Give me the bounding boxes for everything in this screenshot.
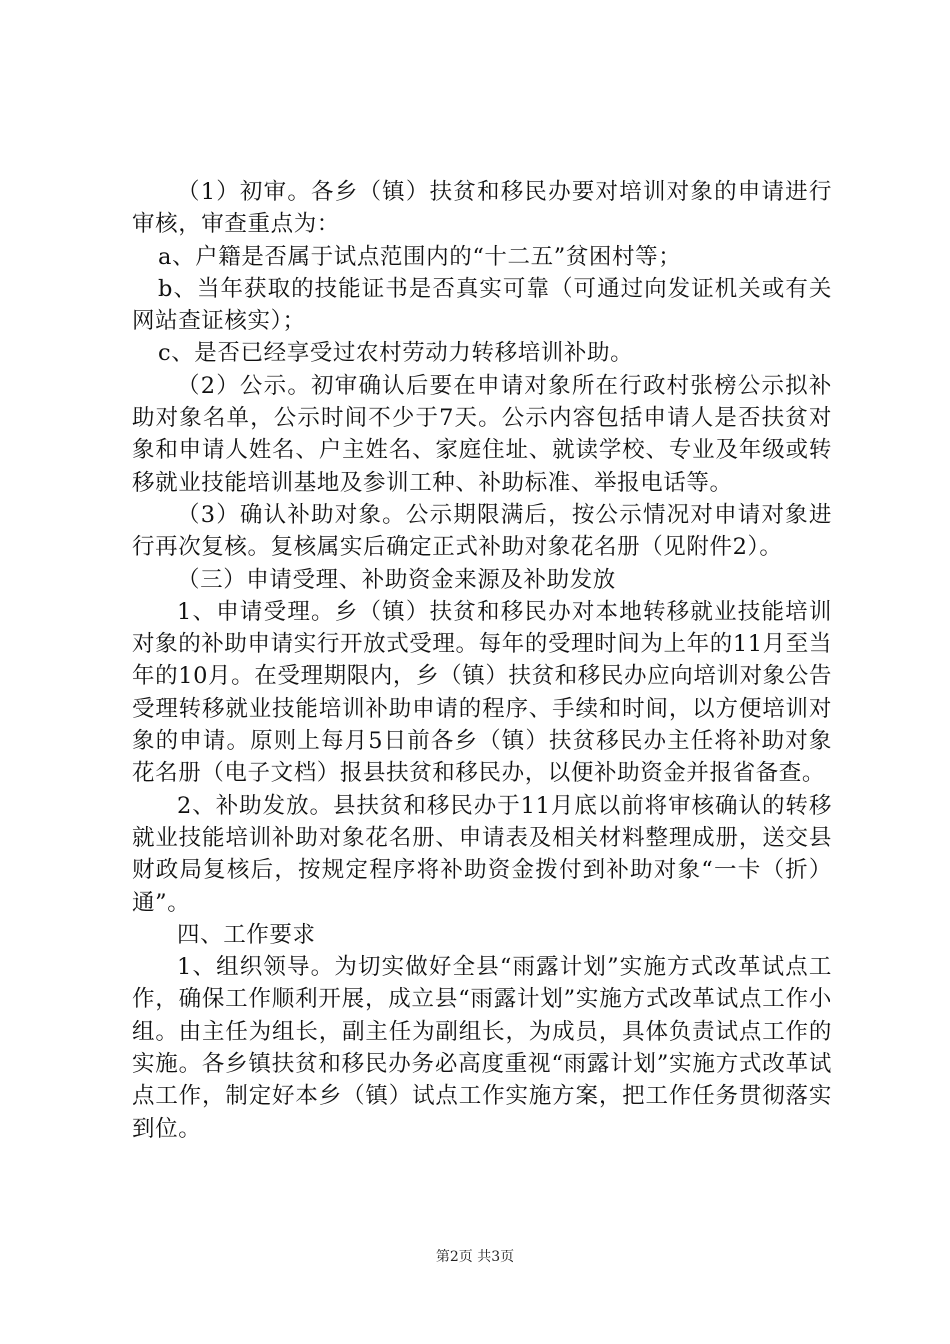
paragraph-item-b: b、当年获取的技能证书是否真实可靠（可通过向发证机关或有关网站查证核实）； <box>132 275 832 335</box>
paragraph-item-c: c、是否已经享受过农村劳动力转移培训补助。 <box>158 340 634 367</box>
paragraph-subsidy-distribution: 2、补助发放。县扶贫和移民办于11月底以前将审核确认的转移就业技能培训补助对象花名册、申请表及相关材料整理成册，送交县财政局复核后，按规定程序将补助资金拨付到补助对象“一卡（折）通”。 <box>132 792 832 916</box>
paragraph-item-a: a、户籍是否属于试点范围内的“十二五”贫困村等； <box>158 243 682 270</box>
section-heading-application-funding: （三）申请受理、补助资金来源及补助发放 <box>177 566 616 593</box>
paragraph-application-acceptance: 1、申请受理。乡（镇）扶贫和移民办对本地转移就业技能培训对象的补助申请实行开放式受理。每年的受理时间为上年的11月至当年的10月。在受理期限内，乡（镇）扶贫和移民办应向培训对象公告受理转移就业技能培训补助申请的程序、手续和时间，以方便培训对象的申请。原则上每月5日前各乡（镇）扶贫移民办主任将补助对象花名册（电子文档）报县扶贫和移民办，以便补助资金并报省备查。 <box>132 598 832 787</box>
page-number-footer: 第2页 共3页 <box>435 1249 515 1265</box>
paragraph-initial-review: （1）初审。各乡（镇）扶贫和移民办要对培训对象的申请进行审核，审查重点为： <box>132 179 832 238</box>
paragraph-public-notice: （2）公示。初审确认后要在申请对象所在行政村张榜公示拟补助对象名单，公示时间不少于7天。公示内容包括申请人是否扶贫对象和申请人姓名、户主姓名、家庭住址、就读学校、专业及年级或转移就业技能培训基地及参训工种、补助标准、举报电话等。 <box>132 372 832 496</box>
document-body <box>132 176 832 1145</box>
section-heading-work-requirements: 四、工作要求 <box>177 921 316 948</box>
paragraph-confirm-recipients: （3）确认补助对象。公示期限满后，按公示情况对申请对象进行再次复核。复核属实后确定正式补助对象花名册（见附件2）。 <box>132 501 832 561</box>
paragraph-organization-leadership: 1、组织领导。为切实做好全县“雨露计划”实施方式改革试点工作，确保工作顺利开展，成立县“雨露计划”实施方式改革试点工作小组。由主任为组长，副主任为副组长，为成员，具体负责试点工作的实施。各乡镇扶贫和移民办务必高度重视“雨露计划”实施方式改革试点工作，制定好本乡（镇）试点工作实施方案，把工作任务贯彻落实到位。 <box>132 954 832 1142</box>
